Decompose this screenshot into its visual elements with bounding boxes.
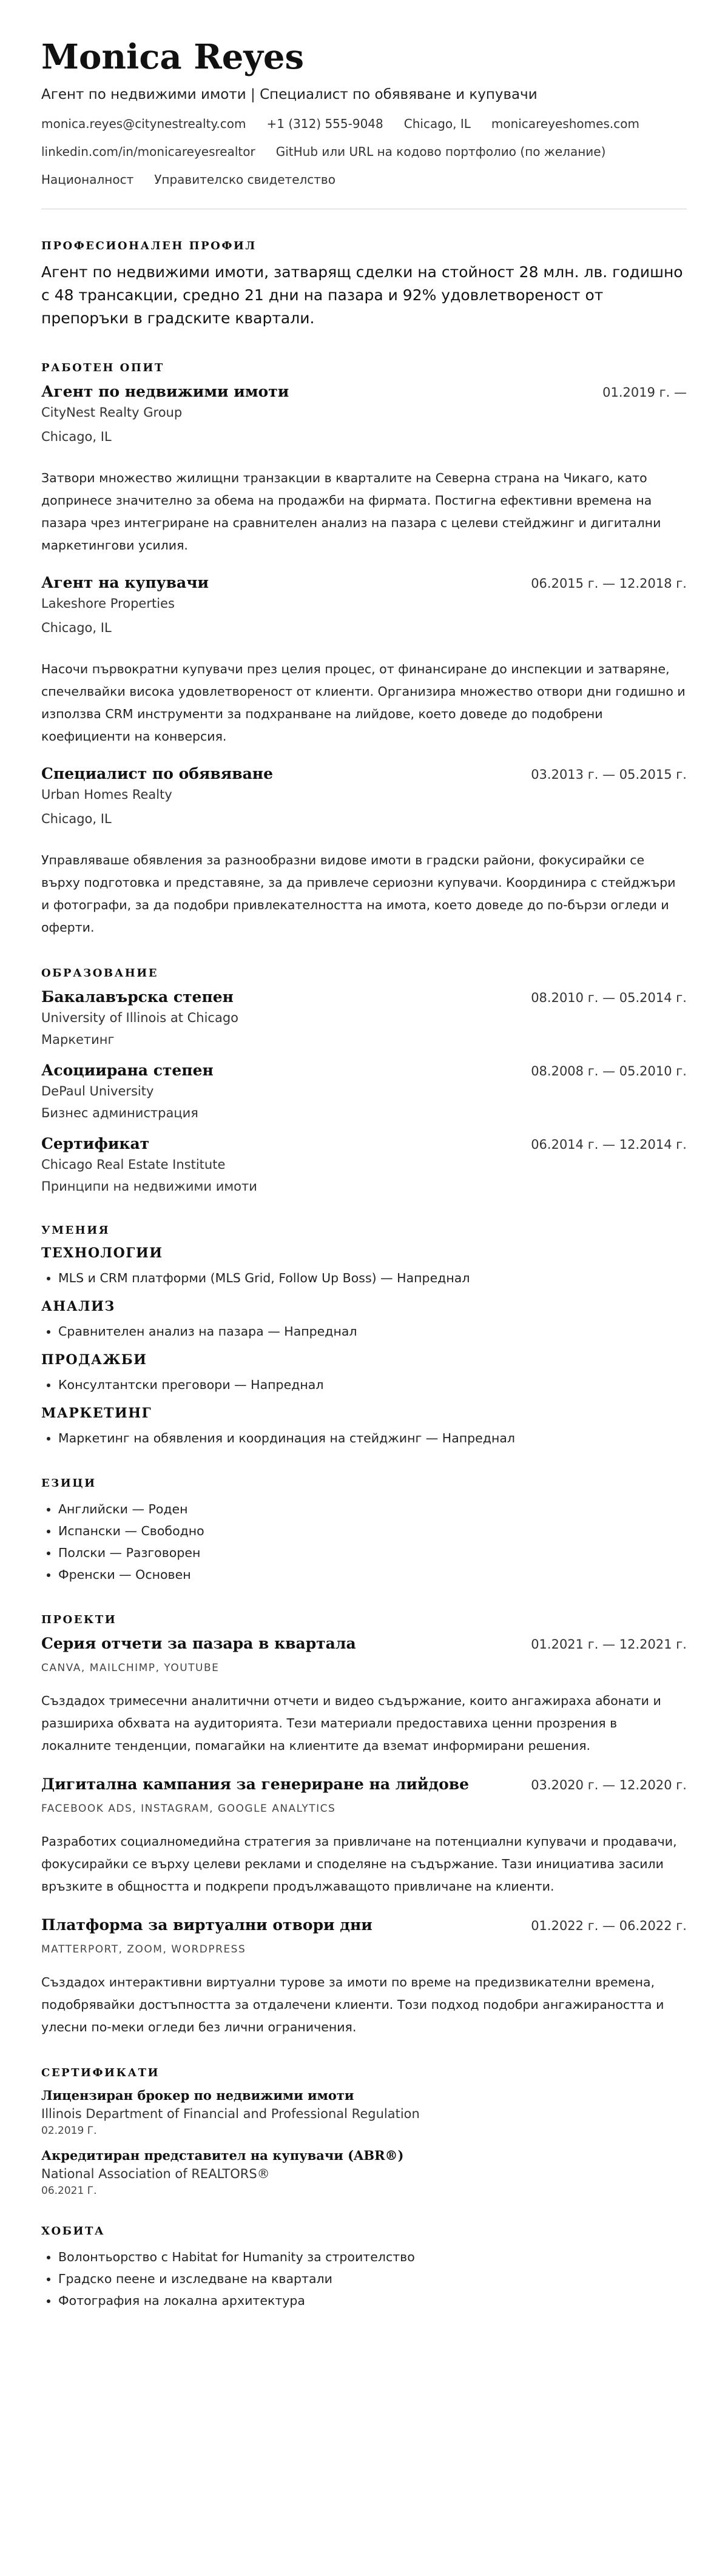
languages-section [41,1477,687,1586]
section-title-education: ОБРАЗОВАНИЕ [41,967,159,980]
section-title-languages: ЕЗИЦИ [41,1477,96,1490]
language-item: • Английски — Роден [58,1498,687,1520]
education-dates: 06.2014 г. — 12.2014 г. [531,1137,687,1152]
project-header [41,1916,687,1934]
job-location: Chicago, IL [41,812,112,826]
education-entry [41,988,687,1049]
linkedin-link[interactable]: linkedin.com/in/monicareyesrealtor [41,144,255,159]
skill-item: • MLS и CRM платформи (MLS Grid, Follow Up Boss) — Напреднал [58,1267,687,1289]
school-name: University of Illinois at Chicago [41,1011,239,1025]
education-header [41,1061,687,1079]
degree-title: Сертификат [41,1135,150,1152]
contact-row-primary [41,113,687,135]
education-entry [41,1061,687,1123]
degree-title: Бакалавърска степен [41,988,234,1006]
education-header [41,1135,687,1152]
project-tech: CANVA, MAILCHIMP, YOUTUBE [41,1662,220,1674]
hobbies-section [41,2225,687,2312]
job-entry [41,574,687,748]
projects-section [41,1613,687,2039]
management-certificate: Управителско свидетелство [154,172,335,187]
job-dates: 01.2019 г. — [602,385,687,400]
job-title: Специалист по обявяване [41,765,274,782]
experience-section [41,362,687,939]
language-list [41,1498,687,1586]
job-company: Lakeshore Properties [41,596,175,611]
project-tech: FACEBOOK ADS, INSTAGRAM, GOOGLE ANALYTICS [41,1803,336,1815]
project-dates: 01.2022 г. — 06.2022 г. [531,1919,687,1933]
job-entry [41,383,687,557]
website-link[interactable]: monicareyeshomes.com [491,116,639,131]
certificate-name: Акредитиран представител на купувачи (ABR®) [41,2148,404,2163]
skill-list [41,1374,687,1396]
skill-list [41,1427,687,1449]
hobby-item: • Волонтьорство с Habitat for Humanity за строителство [58,2246,687,2268]
nationality: Националност [41,172,134,187]
field-of-study: Маркетинг [41,1032,115,1047]
section-title-projects: ПРОЕКТИ [41,1613,117,1626]
certificate-name: Лицензиран брокер по недвижими имоти [41,2088,354,2103]
school-name: DePaul University [41,1084,154,1098]
job-dates: 03.2013 г. — 05.2015 г. [531,767,687,782]
project-tech: MATTERPORT, ZOOM, WORDPRESS [41,1943,246,1956]
job-title: Агент на купувачи [41,574,209,591]
project-dates: 03.2020 г. — 12.2020 г. [531,1778,687,1792]
project-entry [41,1775,687,1898]
job-company: Urban Homes Realty [41,787,172,802]
section-title-hobbies: ХОБИТА [41,2225,106,2238]
language-item: • Полски — Разговорен [58,1542,687,1564]
contact-row-links [41,141,687,163]
headline: Агент по недвижими имоти | Специалист по обявяване и купувачи [41,87,538,103]
job-description: Управляваше обявления за разнообразни видове имоти в градски райони, фокусирайки се върху подготовка и представяне, за да привлече сериозни купувачи. Координира с стейджъри и фотографи, за да подобри привлекателността на имота, което доведе до по-бързи огледи и оферти. [41,853,676,935]
job-header [41,574,687,591]
education-entry [41,1135,687,1196]
project-name: Дигитална кампания за генериране на лийдове [41,1775,470,1793]
job-company: CityNest Realty Group [41,405,183,420]
language-item: • Френски — Основен [58,1564,687,1586]
job-header [41,765,687,782]
certificate-issuer: Illinois Department of Financial and Professional Regulation [41,2107,420,2121]
certificate-entry [41,2088,687,2137]
github-link[interactable]: GitHub или URL на кодово портфолио (по желание) [275,144,606,159]
education-header [41,988,687,1006]
education-section [41,967,687,1196]
profile-section [41,240,687,330]
field-of-study: Принципи на недвижими имоти [41,1179,257,1194]
section-title-skills: УМЕНИЯ [41,1224,110,1237]
section-title-profile: ПРОФЕСИОНАЛЕН ПРОФИЛ [41,240,257,252]
skills-section [41,1224,687,1449]
project-header [41,1775,687,1793]
resume-header [41,35,687,209]
degree-title: Асоциирана степен [41,1061,214,1079]
education-dates: 08.2008 г. — 05.2010 г. [531,1064,687,1078]
job-description: Затвори множество жилищни транзакции в кварталите на Северна страна на Чикаго, като допринесе значително за обема на продажби на фирмата. Постигна ефективни времена на пазара чрез интегриране на сравнителен анализ на пазара с целеви стейджинг и дигитални маркетингови усилия. [41,471,661,553]
phone-number[interactable]: +1 (312) 555-9048 [266,116,383,131]
skill-item: • Консултантски преговори — Напреднал [58,1374,687,1396]
email-link[interactable]: monica.reyes@citynestrealty.com [41,116,246,131]
job-description: Насочи първократни купувачи през целия процес, от финансиране до инспекции и затваряне, спечелвайки висока удовлетвореност от клиенти. Организира множество отвори дни годишно и използва CRM инструменти за подхранване на лийдове, което доведе до подобрени коефициенти на конверсия. [41,662,686,744]
job-location: Chicago, IL [41,620,112,635]
skill-item: • Сравнителен анализ на пазара — Напреднал [58,1320,687,1342]
certificate-entry [41,2148,687,2197]
skill-list [41,1267,687,1289]
section-title-experience: РАБОТЕН ОПИТ [41,362,164,374]
job-title: Агент по недвижими имоти [41,383,289,400]
candidate-name: Monica Reyes [41,37,305,77]
skill-category: ТЕХНОЛОГИИ [41,1245,163,1261]
skill-list [41,1320,687,1342]
project-header [41,1635,687,1652]
certificates-section [41,2067,687,2197]
hobby-item: • Градско пеене и изследване на квартали [58,2268,687,2290]
project-name: Платформа за виртуални отвори дни [41,1916,372,1934]
job-entry [41,765,687,939]
skill-category: АНАЛИЗ [41,1299,115,1314]
project-description: Създадох тримесечни аналитични отчети и видео съдържание, които ангажираха абонати и разшириха обхвата на аудиторията. Тези материали предоставиха ценни прозрения в локалните тенденции, помагайки на клиентите да вземат информирани решения. [41,1693,661,1753]
hobby-item: • Фотография на локална архитектура [58,2290,687,2312]
skill-item: • Маркетинг на обявления и координация на стейджинг — Напреднал [58,1427,687,1449]
project-name: Серия отчети за пазара в квартала [41,1635,356,1652]
contact-row-extra [41,169,687,190]
job-header [41,383,687,400]
section-title-certificates: СЕРТИФИКАТИ [41,2067,160,2079]
profile-summary: Агент по недвижими имоти, затварящ сделки на стойност 28 млн. лв. годишно с 48 трансакции, средно 21 дни на пазара и 92% удовлетвореност от препоръки в градските квартали. [41,263,683,327]
education-dates: 08.2010 г. — 05.2014 г. [531,990,687,1005]
hobby-list [41,2246,687,2312]
certificate-date: 02.2019 Г. [41,2125,97,2137]
job-location: Chicago, IL [41,429,112,444]
project-entry [41,1916,687,2039]
project-dates: 01.2021 г. — 12.2021 г. [531,1637,687,1652]
skill-category: ПРОДАЖБИ [41,1352,147,1368]
project-description: Разработих социалномедийна стратегия за привличане на потенциални купувачи и продавачи, фокусирайки се върху целеви реклами и споделяне на съдържание. Тази инициатива засили връзките в общността и подкрепи продължаващото привличане на клиенти. [41,1834,677,1894]
field-of-study: Бизнес администрация [41,1106,198,1120]
certificate-date: 06.2021 Г. [41,2185,97,2197]
language-item: • Испански — Свободно [58,1520,687,1542]
project-entry [41,1635,687,1757]
skill-category: МАРКЕТИНГ [41,1405,152,1421]
project-description: Създадох интерактивни виртуални турове за имоти по време на предизвикателни времена, подобрявайки достъпността за отдалечени клиенти. Този подход подобри ангажираността и улесни по-меки огледи без лични ограничения. [41,1975,664,2034]
certificate-issuer: National Association of REALTORS® [41,2167,270,2181]
job-dates: 06.2015 г. — 12.2018 г. [531,576,687,591]
location: Chicago, IL [403,116,471,131]
school-name: Chicago Real Estate Institute [41,1157,226,1172]
